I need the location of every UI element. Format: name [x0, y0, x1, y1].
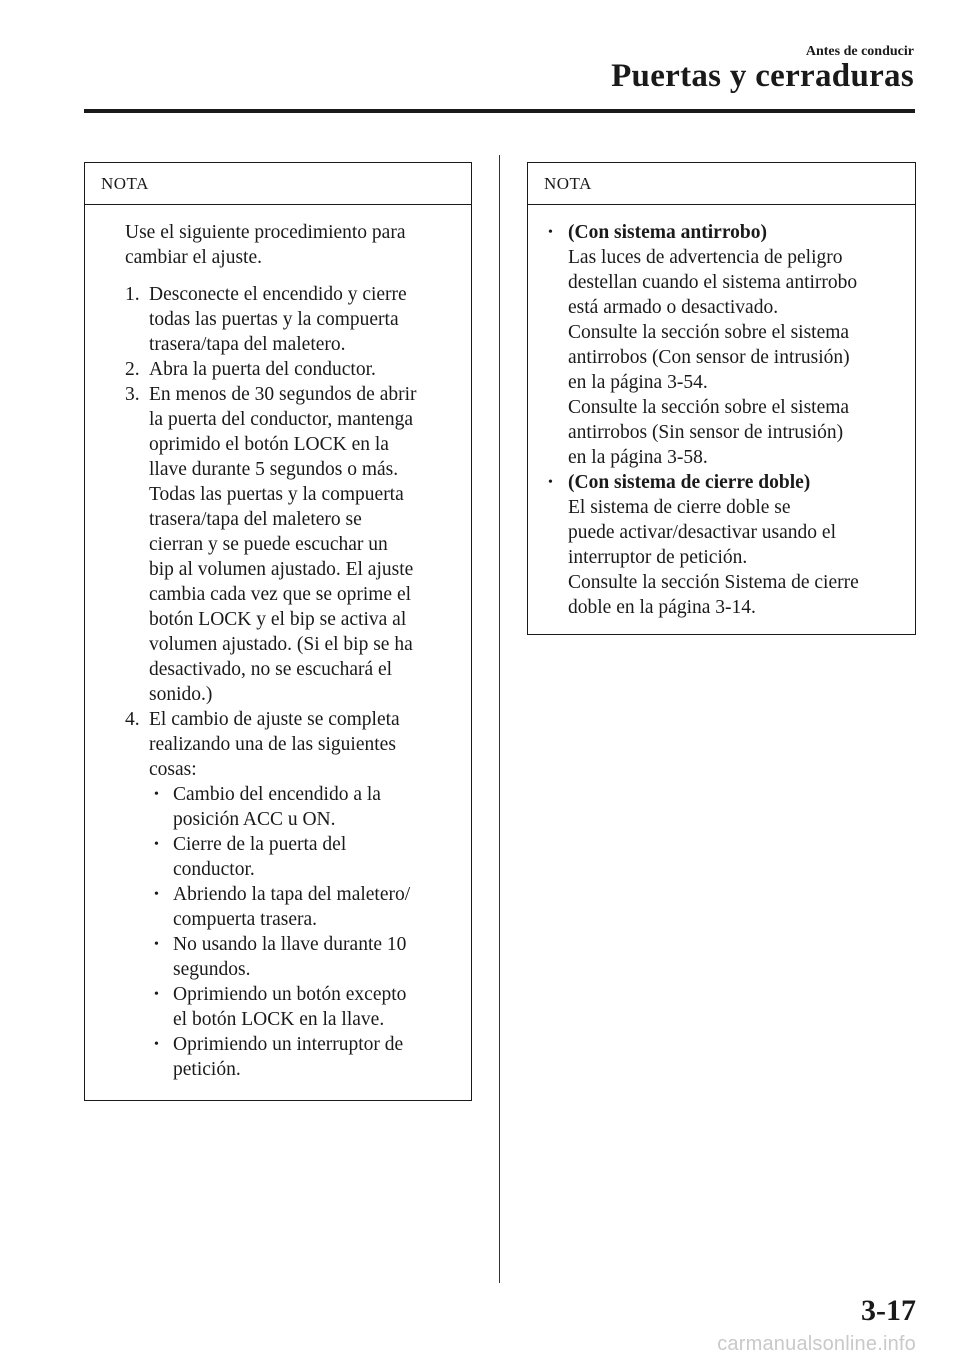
text-line: Las luces de advertencia de peligro	[568, 247, 843, 268]
text-line: cosas:	[149, 759, 197, 780]
bullet-icon: •	[154, 837, 159, 852]
text-line: doble en la página 3-14.	[568, 597, 756, 618]
text-line: en la página 3-58.	[568, 447, 708, 468]
text-line: Oprimiendo un botón excepto	[173, 984, 407, 1005]
bullet-item	[85, 782, 461, 832]
text-line: En menos de 30 segundos de abrir	[149, 384, 417, 405]
text-line: Use el siguiente procedimiento para	[125, 222, 406, 243]
bullet-icon: •	[548, 225, 553, 240]
bullet-body	[528, 495, 905, 620]
bullet-item	[528, 470, 905, 495]
text-line: volumen ajustado. (Si el bip se ha	[149, 634, 413, 655]
text-line: Cierre de la puerta del	[173, 834, 347, 855]
text-line: Cambio del encendido a la	[173, 784, 381, 805]
intro-paragraph	[85, 220, 461, 270]
note-heading: NOTA	[85, 163, 471, 205]
text-line: Consulte la sección Sistema de cierre	[568, 572, 859, 593]
text-line: en la página 3-54.	[568, 372, 708, 393]
text-line: llave durante 5 segundos o más.	[149, 459, 399, 480]
text-line: trasera/tapa del maletero se	[149, 509, 362, 530]
note-body	[528, 205, 915, 620]
step-number: 1.	[125, 284, 140, 305]
bullet-item	[85, 1032, 461, 1082]
text-line: segundos.	[173, 959, 251, 980]
text-line: posición ACC u ON.	[173, 809, 336, 830]
bullet-item	[85, 882, 461, 932]
text-line: interruptor de petición.	[568, 547, 748, 568]
page-title: Puertas y cerraduras	[611, 58, 914, 94]
text-line: cierran y se puede escuchar un	[149, 534, 388, 555]
bullet-icon: •	[154, 787, 159, 802]
text-line: Abriendo la tapa del maletero/	[173, 884, 411, 905]
bullet-item	[528, 220, 905, 245]
text-line: botón LOCK y el bip se activa al	[149, 609, 407, 630]
text-line: Consulte la sección sobre el sistema	[568, 397, 850, 418]
note-box-right	[527, 162, 916, 635]
bullet-icon: •	[548, 475, 553, 490]
section-label: Antes de conducir	[805, 44, 914, 59]
bullet-title: (Con sistema antirrobo)	[568, 222, 767, 243]
text-line: cambiar el ajuste.	[125, 247, 262, 268]
text-line: Consulte la sección sobre el sistema	[568, 322, 850, 343]
text-line: Desconecte el encendido y cierre	[149, 284, 407, 305]
numbered-step	[85, 357, 461, 382]
bullet-icon: •	[154, 887, 159, 902]
text-line: realizando una de las siguientes	[149, 734, 396, 755]
step-number: 2.	[125, 359, 140, 380]
text-line: oprimido el botón LOCK en la	[149, 434, 389, 455]
text-line: El cambio de ajuste se completa	[149, 709, 400, 730]
bullet-item	[85, 832, 461, 882]
text-line: la puerta del conductor, mantenga	[149, 409, 413, 430]
note-body	[85, 205, 471, 1082]
watermark[interactable]: carmanualsonline.info	[717, 1333, 916, 1355]
text-line: está armado o desactivado.	[568, 297, 779, 318]
bullet-title: (Con sistema de cierre doble)	[568, 472, 811, 493]
bullet-body	[528, 245, 905, 470]
text-line: cambia cada vez que se oprime el	[149, 584, 412, 605]
page-number: 3-17	[861, 1294, 916, 1327]
text-line: destellan cuando el sistema antirrobo	[568, 272, 858, 293]
text-line: Todas las puertas y la compuerta	[149, 484, 404, 505]
numbered-step	[85, 282, 461, 357]
text-line: antirrobos (Sin sensor de intrusión)	[568, 422, 844, 443]
text-line: El sistema de cierre doble se	[568, 497, 791, 518]
text-line: sonido.)	[149, 684, 213, 705]
text-line: No usando la llave durante 10	[173, 934, 407, 955]
text-line: puede activar/desactivar usando el	[568, 522, 837, 543]
text-line: petición.	[173, 1059, 241, 1080]
text-line: antirrobos (Con sensor de intrusión)	[568, 347, 850, 368]
text-line: bip al volumen ajustado. El ajuste	[149, 559, 414, 580]
header-rule	[84, 109, 915, 113]
text-line: trasera/tapa del maletero.	[149, 334, 346, 355]
bullet-icon: •	[154, 937, 159, 952]
text-line: Oprimiendo un interruptor de	[173, 1034, 404, 1055]
note-box-left	[84, 162, 472, 1101]
text-line: todas las puertas y la compuerta	[149, 309, 399, 330]
bullet-icon: •	[154, 987, 159, 1002]
text-line: el botón LOCK en la llave.	[173, 1009, 385, 1030]
bullet-icon: •	[154, 1037, 159, 1052]
text-line: desactivado, no se escuchará el	[149, 659, 393, 680]
step-number: 3.	[125, 384, 140, 405]
column-divider	[499, 155, 500, 1283]
bullet-item	[85, 932, 461, 982]
note-heading: NOTA	[528, 163, 915, 205]
numbered-step	[85, 382, 461, 707]
numbered-step	[85, 707, 461, 782]
step-number: 4.	[125, 709, 140, 730]
text-line: compuerta trasera.	[173, 909, 318, 930]
text-line: conductor.	[173, 859, 255, 880]
bullet-item	[85, 982, 461, 1032]
text-line: Abra la puerta del conductor.	[149, 359, 376, 380]
